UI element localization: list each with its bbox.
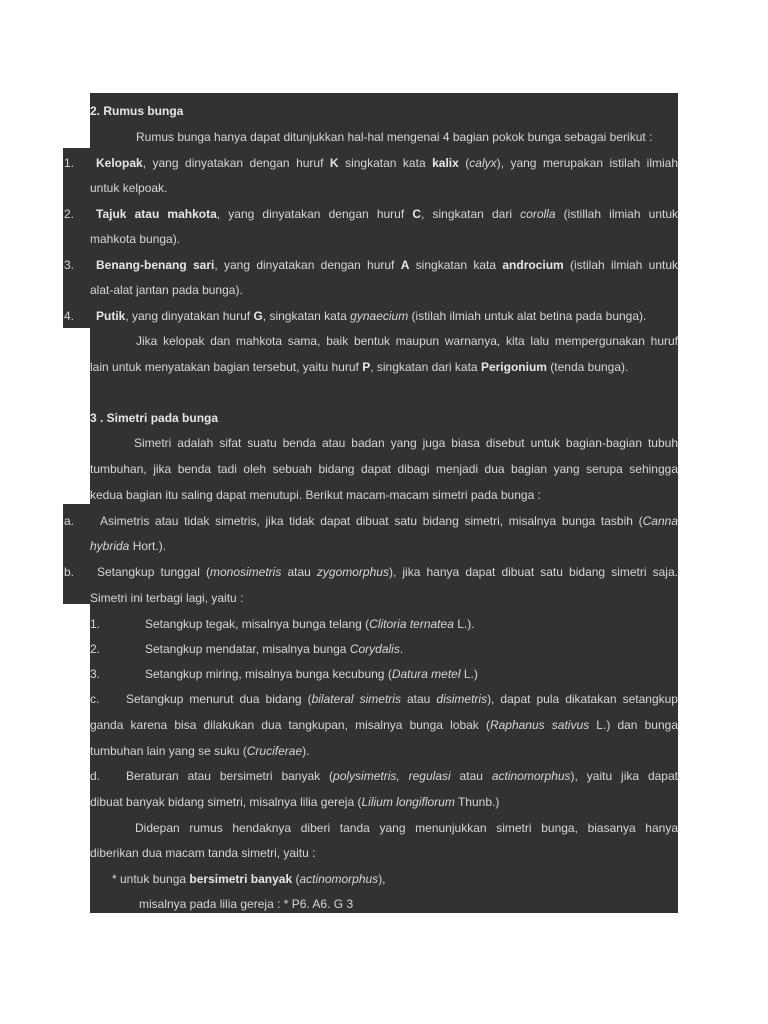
list-number: 2. — [64, 207, 75, 221]
sub-list-item-mendatar: Setangkup mendatar, misalnya bunga Corydalis. — [145, 642, 404, 656]
paragraph-perigonium-line-1: Jika kelopak dan mahkota sama, baik bentuk maupun warnanya, kita lalu mempergunakan huruf — [136, 334, 678, 348]
list-number: 3. — [64, 258, 75, 272]
list-item-continuation: dibuat banyak bidang simetri, misalnya lilia gereja (Lilium longiflorum Thunb.) — [90, 795, 500, 809]
sub-list-number: 2. — [90, 642, 101, 656]
list-item-benang-sari: Benang-benang sari, yang dinyatakan dengan huruf A singkatan kata androcium (istilah ilmiah untuk — [96, 258, 679, 272]
list-letter: d. — [90, 769, 101, 783]
paragraph-simetri-line-3: kedua bagian itu saling dapat menutupi. Berikut macam-macam simetri pada bunga : — [90, 488, 541, 502]
sub-list-number: 1. — [90, 617, 101, 631]
sub-list-item-tegak: Setangkup tegak, misalnya bunga telang (Clitoria ternatea L.). — [145, 617, 475, 631]
formula-example-line: misalnya pada lilia gereja : * P6. A6. G 3 — [139, 897, 354, 911]
paragraph-simetri-line-2: tumbuhan, jika benda tadi oleh sebuah bidang dapat dibagi menjadi dua bagian yang serupa sehingga — [90, 462, 678, 476]
list-item-tajuk: Tajuk atau mahkota, yang dinyatakan dengan huruf C, singkatan dari corolla (istillah ilmiah untuk — [96, 207, 679, 221]
list-item-continuation: alat-alat jantan pada bunga). — [90, 283, 243, 297]
list-letter: c. — [90, 692, 100, 706]
list-item-asimetris: Asimetris atau tidak simetris, jika tidak dapat dibuat satu bidang simetri, misalnya bunga tasbih (Canna — [100, 514, 678, 528]
paragraph-simetri-line-1: Simetri adalah sifat suatu benda atau badan yang juga biasa disebut untuk bagian-bagian tubuh — [134, 436, 678, 450]
list-item-continuation: Simetri ini terbagi lagi, yaitu : — [90, 591, 244, 605]
list-number: 1. — [64, 156, 75, 170]
section-2-intro: Rumus bunga hanya dapat ditunjukkan hal-hal mengenai 4 bagian pokok bunga sebagai berikut : — [136, 130, 653, 144]
list-item-putik: Putik, yang dinyatakan huruf G, singkatan kata gynaecium (istilah ilmiah untuk alat betina pada bunga). — [96, 309, 647, 323]
list-item-continuation: mahkota bunga). — [90, 232, 181, 246]
paragraph-tanda-line-1: Didepan rumus hendaknya diberi tanda yang menunjukkan simetri bunga, biasanya hanya — [135, 821, 678, 835]
list-letter: a. — [64, 514, 75, 528]
section-2-heading: 2. Rumus bunga — [90, 104, 184, 118]
sub-list-number: 3. — [90, 667, 101, 681]
list-item-setangkup-tunggal: Setangkup tunggal (monosimetris atau zygomorphus), jika hanya dapat dibuat satu bidang simetri saja. — [97, 565, 678, 579]
symmetry-star-line: * untuk bunga bersimetri banyak (actinomorphus), — [112, 872, 386, 886]
paragraph-tanda-line-2: diberikan dua macam tanda simetri, yaitu : — [90, 846, 316, 860]
list-item-beraturan: Beraturan atau bersimetri banyak (polysimetris, regulasi atau actinomorphus), yaitu jika dapat — [126, 769, 678, 783]
sub-list-item-miring: Setangkup miring, misalnya bunga kecubung (Datura metel L.) — [145, 667, 478, 681]
paragraph-perigonium-line-2: lain untuk menyatakan bagian tersebut, yaitu huruf P, singkatan dari kata Perigonium (tenda bunga). — [90, 360, 629, 374]
list-letter: b. — [64, 565, 75, 579]
section-3-heading: 3 . Simetri pada bunga — [90, 411, 219, 425]
list-item-continuation: ganda karena bisa dilakukan dua tangkupan, misalnya bunga lobak (Raphanus sativus L.) dan bunga — [90, 718, 679, 732]
list-number: 4. — [64, 309, 75, 323]
list-item-dua-bidang: Setangkup menurut dua bidang (bilateral simetris atau disimetris), dapat pula dikatakan setangkup — [126, 692, 678, 706]
list-item-continuation: untuk kelpoak. — [90, 181, 168, 195]
list-item-continuation: hybrida Hort.). — [90, 539, 167, 553]
list-item-kelopak: Kelopak, yang dinyatakan dengan huruf K singkatan kata kalix (calyx), yang merupakan istilah ilmiah — [96, 156, 678, 170]
list-item-continuation: tumbuhan lain yang se suku (Cruciferae). — [90, 744, 310, 758]
